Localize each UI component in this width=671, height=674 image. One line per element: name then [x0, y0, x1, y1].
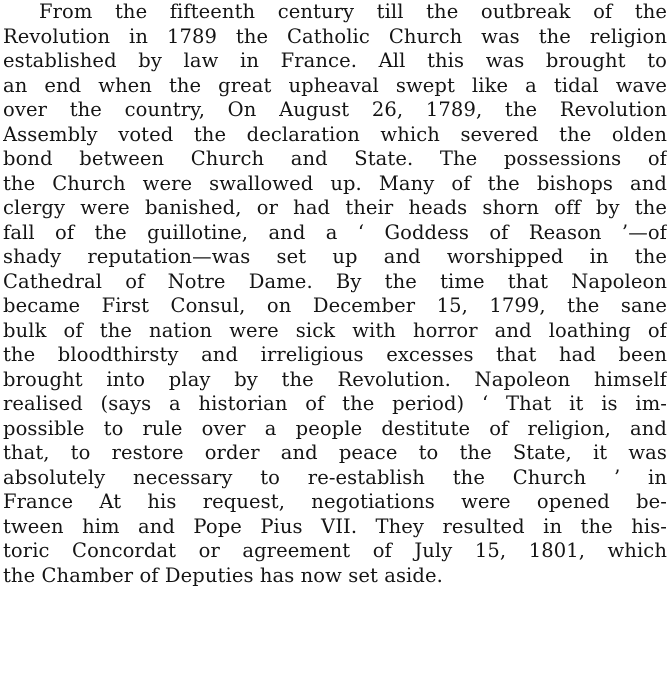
text-line: brought into play by the Revolution. Napoleon himself — [3, 367, 667, 391]
text-line: bond between Church and State. The possessions of — [3, 147, 667, 170]
text-line: shady reputation—was set up and worshipped in the — [3, 245, 667, 268]
text-line: Cathedral of Notre Dame. By the time that Napoleon — [3, 269, 667, 293]
text-line: fall of the guillotine, and a ‘ Goddess of Reason ’—of — [3, 220, 667, 244]
text-line: tween him and Pope Pius VII. They resulted in the his- — [3, 514, 667, 538]
text-line: an end when the great upheaval swept like a tidal wave — [3, 73, 667, 97]
text-line: bulk of the nation were sick with horror and loathing of — [3, 318, 667, 342]
text-line: possible to rule over a people destitute of religion, and — [3, 416, 667, 440]
text-line: absolutely necessary to re-establish the Church ’ in — [3, 465, 667, 489]
text-line: became First Consul, on December 15, 1799, the sane — [3, 294, 667, 317]
text-line: realised (says a historian of the period) ‘ That it is im- — [3, 392, 667, 415]
text-line: Revolution in 1789 the Catholic Church was the religion — [3, 24, 667, 48]
text-line: established by law in France. All this was brought to — [3, 49, 667, 72]
article-body — [3, 0, 667, 588]
text-line: the Chamber of Deputies has now set aside. — [3, 563, 443, 587]
text-line: From the fifteenth century till the outbreak of the — [39, 0, 667, 23]
text-line: France At his request, negotiations were opened be- — [3, 490, 667, 513]
text-line: Assembly voted the declaration which severed the olden — [3, 122, 667, 146]
text-line: the bloodthirsty and irreligious excesses that had been — [3, 343, 667, 366]
text-line: over the country, On August 26, 1789, the Revolution — [3, 98, 667, 121]
text-line: that, to restore order and peace to the State, it was — [3, 441, 667, 464]
text-line: the Church were swallowed up. Many of the bishops and — [3, 171, 667, 195]
text-line: toric Concordat or agreement of July 15, 1801, which — [3, 539, 667, 562]
text-line: clergy were banished, or had their heads shorn off by the — [3, 196, 667, 219]
